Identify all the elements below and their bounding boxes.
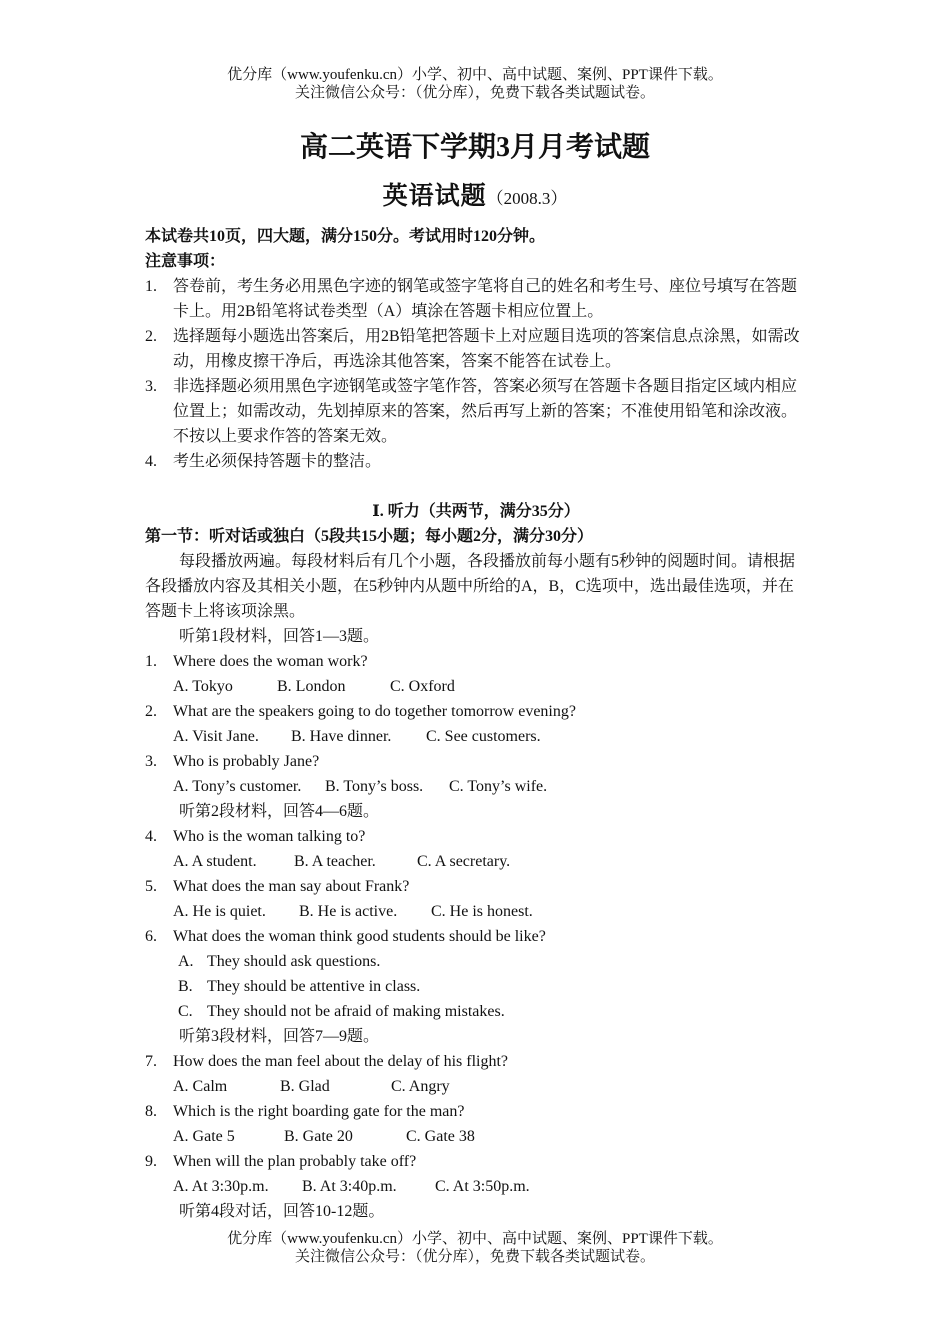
option-c: C. Oxford [390, 678, 455, 695]
option-b: B. Tony’s boss. [325, 778, 424, 795]
header-line-2: 关注微信公众号：（优分库），免费下载各类试题试卷。 [294, 85, 655, 101]
question [145, 1149, 807, 1174]
option-letter: B. [178, 978, 193, 995]
option-b: B. London [277, 678, 346, 695]
option-c: C. See customers. [426, 728, 541, 745]
question-options [145, 1174, 807, 1199]
option-a: A. At 3:30p.m. [173, 1178, 269, 1195]
option-b [145, 974, 807, 999]
header-line-1: 优分库（www.youfenku.cn）小学、初中、高中试题、案例、PPT课件下载。 [227, 67, 723, 83]
question [145, 924, 807, 949]
option-text: They should not be afraid of making mistakes. [207, 1003, 505, 1020]
option-b: B. Glad [280, 1078, 330, 1095]
option-text: They should be attentive in class. [207, 978, 421, 995]
material-label: 听第1段材料，回答1—3题。 [179, 628, 380, 645]
question [145, 874, 807, 899]
instructions: 每段播放两遍。每段材料后有几个小题，各段播放前每小题有5秒钟的阅题时间。请根据各段播放内容及其相关小题，在5秒钟内从题中所给的A，B，C选项中，选出最佳选项，并在答题卡上将该项涂黑。 [145, 553, 796, 620]
question-number: 8. [145, 1103, 157, 1120]
notice-text: 答卷前，考生务必用黑色字迹的钢笔或签字笔将自己的姓名和考生号、座位号填写在答题卡上。用2B铅笔将试卷类型（A）填涂在答题卡相应位置上。 [173, 278, 798, 320]
question-number: 9. [145, 1153, 157, 1170]
question-number: 7. [145, 1053, 157, 1070]
notice-number: 4. [145, 453, 157, 470]
option-c: C. Angry [391, 1078, 450, 1095]
option-b: B. A teacher. [294, 853, 376, 870]
question-number: 3. [145, 753, 157, 770]
question-options [145, 849, 807, 874]
notice-item [145, 449, 807, 474]
question [145, 1099, 807, 1124]
notice-title: 注意事项： [145, 253, 226, 270]
notice-text: 考生必须保持答题卡的整洁。 [173, 453, 382, 470]
option-b: B. Gate 20 [284, 1128, 353, 1145]
option-a: A. Tokyo [173, 678, 233, 695]
question [145, 649, 807, 674]
option-a [145, 949, 807, 974]
question-options [145, 1074, 807, 1099]
notice-text: 非选择题必须用黑色字迹钢笔或签字笔作答，答案必须写在答题卡各题目指定区域内相应位置上；如需改动，先划掉原来的答案，然后再写上新的答案；不准使用铅笔和涂改液。不按以上要求作答的答案无效。 [173, 378, 798, 445]
notice-item [145, 374, 807, 449]
question [145, 749, 807, 774]
question-text: When will the plan probably take off? [173, 1153, 417, 1170]
notice-number: 2. [145, 328, 157, 345]
option-a: A. Gate 5 [173, 1128, 235, 1145]
question-text: What are the speakers going to do together tomorrow evening? [173, 703, 576, 720]
question-number: 1. [145, 653, 157, 670]
option-c: C. Tony’s wife. [449, 778, 548, 795]
option-a: A. Tony’s customer. [173, 778, 302, 795]
question-text: How does the man feel about the delay of his flight? [173, 1053, 509, 1070]
option-c: C. He is honest. [431, 903, 533, 920]
part-title: 第一节：听对话或独白（5段共15小题；每小题2分，满分30分） [145, 528, 594, 545]
footer-line-1: 优分库（www.youfenku.cn）小学、初中、高中试题、案例、PPT课件下载。 [227, 1231, 723, 1247]
question [145, 699, 807, 724]
question [145, 1049, 807, 1074]
option-c [145, 999, 807, 1024]
question-text: Who is probably Jane? [173, 753, 320, 770]
notice-text: 选择题每小题选出答案后，用2B铅笔把答题卡上对应题目选项的答案信息点涂黑，如需改动，用橡皮擦干净后，再选涂其他答案，答案不能答在试卷上。 [173, 328, 800, 370]
section-title: Ⅰ. 听力（共两节，满分35分） [372, 503, 580, 520]
option-b: B. Have dinner. [291, 728, 392, 745]
material-label: 听第3段材料，回答7—9题。 [179, 1028, 380, 1045]
option-c: C. Gate 38 [406, 1128, 475, 1145]
option-text: They should ask questions. [207, 953, 381, 970]
question-text: What does the woman think good students should be like? [173, 928, 546, 945]
option-b: B. He is active. [299, 903, 398, 920]
exam-intro: 本试卷共10页，四大题，满分150分。考试用时120分钟。 [145, 228, 546, 245]
footer-line-2: 关注微信公众号：（优分库），免费下载各类试题试卷。 [294, 1249, 655, 1265]
question-options [145, 899, 807, 924]
notice-item [145, 274, 807, 324]
question-text: What does the man say about Frank? [173, 878, 410, 895]
option-c: C. A secretary. [417, 853, 511, 870]
document-body [145, 224, 807, 1224]
material-label: 听第2段材料，回答4—6题。 [179, 803, 380, 820]
document-title: 高二英语下学期3月月考试题 [299, 132, 650, 163]
question-options [145, 724, 807, 749]
notice-number: 1. [145, 278, 157, 295]
notice-item [145, 324, 807, 374]
question-text: Where does the woman work? [173, 653, 368, 670]
material-label: 听第4段对话，回答10-12题。 [179, 1203, 385, 1220]
option-a: A. He is quiet. [173, 903, 266, 920]
subtitle-date: （2008.3） [486, 189, 568, 208]
page-header [0, 66, 950, 102]
option-letter: C. [178, 1003, 193, 1020]
question-options [145, 674, 807, 699]
question-number: 2. [145, 703, 157, 720]
subtitle-main: 英语试题 [382, 183, 487, 210]
option-a: A. A student. [173, 853, 257, 870]
notice-number: 3. [145, 378, 157, 395]
option-c: C. At 3:50p.m. [435, 1178, 530, 1195]
question-number: 6. [145, 928, 157, 945]
question-number: 5. [145, 878, 157, 895]
document-subtitle [0, 182, 950, 214]
question-number: 4. [145, 828, 157, 845]
page-footer [0, 1230, 950, 1266]
option-a: A. Calm [173, 1078, 228, 1095]
option-letter: A. [178, 953, 194, 970]
question-options [145, 1124, 807, 1149]
question-text: Who is the woman talking to? [173, 828, 366, 845]
option-a: A. Visit Jane. [173, 728, 259, 745]
question [145, 824, 807, 849]
question-options [145, 774, 807, 799]
question-text: Which is the right boarding gate for the man? [173, 1103, 465, 1120]
option-b: B. At 3:40p.m. [302, 1178, 397, 1195]
